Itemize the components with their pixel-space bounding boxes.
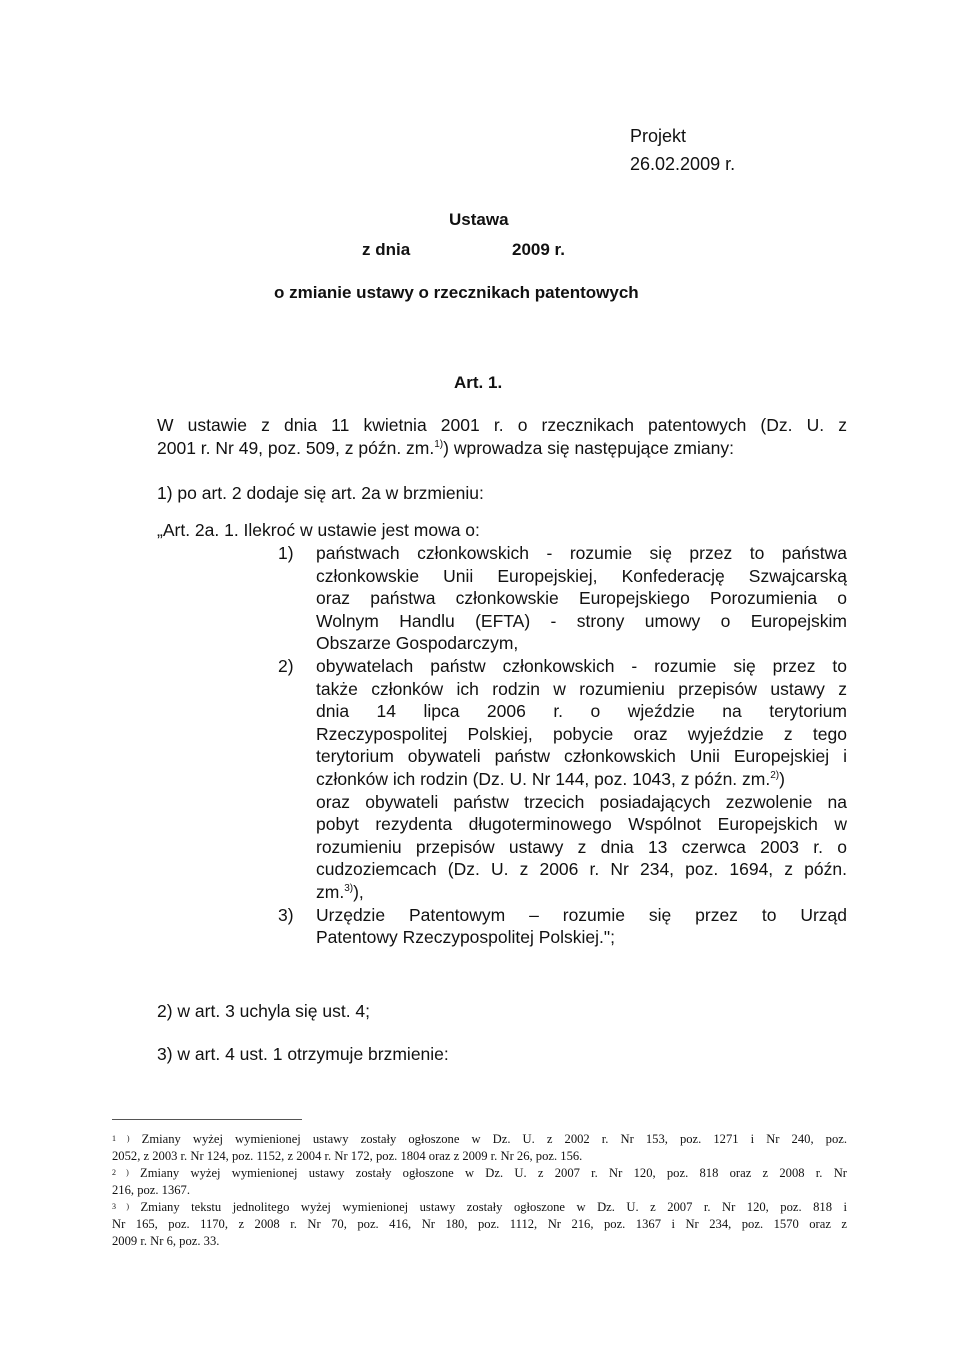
item-line-with-footnote <box>316 881 847 904</box>
project-stamp <box>630 122 735 178</box>
definition-item <box>278 655 847 904</box>
footnote-1-line-2: 2052, z 2003 r. Nr 124, poz. 1152, z 2004 r. Nr 172, poz. 1804 oraz z 2009 r. Nr 26, poz. 156. <box>112 1149 583 1163</box>
amendment-point-1: 1) po art. 2 dodaje się art. 2a w brzmieniu: <box>157 483 484 503</box>
amendment-point-3: 3) w art. 4 ust. 1 otrzymuje brzmienie: <box>157 1044 449 1064</box>
definitions-list <box>278 542 847 949</box>
footnote-3-line-1 <box>112 1199 847 1216</box>
item-line: dnia 14 lipca 2006 r. o wjeździe na terytorium <box>316 701 847 722</box>
intro-line-2-text: 2001 r. Nr 49, poz. 509, z późn. zm. <box>157 438 435 458</box>
item-number: 2) <box>278 655 294 676</box>
footnote-3-line-2: Nr 165, poz. 1170, z 2008 r. Nr 70, poz. 416, Nr 180, poz. 1112, Nr 216, poz. 1367 i Nr 234, poz. 1570 oraz z <box>112 1217 847 1231</box>
item-line: terytorium obywateli państw członkowskich Unii Europejskiej i <box>316 746 847 767</box>
intro-line-2-tail: ) wprowadza się następujące zmiany: <box>443 438 734 458</box>
item-line-tail: ) <box>779 768 785 789</box>
article-2a-lead: „Art. 2a. 1. Ilekroć w ustawie jest mowa o: <box>157 520 480 540</box>
item-line-with-footnote <box>316 768 847 791</box>
footnote-divider <box>112 1119 302 1120</box>
item-line: także członków ich rodzin w rozumieniu przepisów ustawy z <box>316 678 847 699</box>
definition-item <box>278 904 847 949</box>
article-heading: Art. 1. <box>454 373 503 392</box>
intro-line-2 <box>157 437 734 460</box>
project-label: Projekt <box>630 126 687 146</box>
item-line: Rzeczypospolitej Polskiej, pobycie oraz wyjeździe z tego <box>316 723 847 744</box>
item-text <box>316 904 847 949</box>
item-text <box>316 655 847 904</box>
item-line: członków ich rodzin (Dz. U. Nr 144, poz. 1043, z późn. zm. <box>316 768 771 789</box>
amendment-point-2: 2) w art. 3 uchyla się ust. 4; <box>157 1001 371 1021</box>
act-date-year: 2009 r. <box>512 240 565 259</box>
intro-line-1: W ustawie z dnia 11 kwietnia 2001 r. o rzecznikach patentowych (Dz. U. z <box>157 415 847 435</box>
footnote-marker: 3 ) <box>112 1202 129 1211</box>
item-line: państwach członkowskich - rozumie się przez to państwa <box>316 543 847 563</box>
item-line: Patentowy Rzeczypospolitej Polskiej."; <box>316 927 615 948</box>
item-line: rozumieniu przepisów ustawy z dnia 13 czerwca 2003 r. o <box>316 836 847 857</box>
footnote-1-line-1 <box>112 1131 847 1148</box>
footnote-marker: 2 ) <box>112 1168 129 1177</box>
project-date: 26.02.2009 r. <box>630 154 736 174</box>
footnote-2-line-1 <box>112 1165 847 1182</box>
act-subject: o zmianie ustawy o rzecznikach patentowych <box>274 283 639 302</box>
footnote-text: Zmiany tekstu jednolitego wyżej wymienionej ustawy zostały ogłoszone w Dz. U. z 2007 r. Nr 120, poz. 818 i <box>140 1200 847 1214</box>
footnote-3-line-3: 2009 r. Nr 6, poz. 33. <box>112 1234 220 1248</box>
item-line: cudzoziemcach (Dz. U. z 2006 r. Nr 234, poz. 1694, z późn. <box>316 859 847 880</box>
footnote-2-line-2: 216, poz. 1367. <box>112 1183 191 1197</box>
item-number: 3) <box>278 904 294 925</box>
act-title: Ustawa <box>449 210 509 229</box>
act-date-prefix: z dnia <box>362 240 411 259</box>
item-number: 1) <box>278 543 294 563</box>
item-line: Obszarze Gospodarczym, <box>316 633 519 654</box>
item-line: zm. <box>316 881 345 902</box>
item-line-tail: ), <box>353 881 364 902</box>
item-line: oraz państwa członkowskie Europejskiego Porozumienia o <box>316 588 847 609</box>
item-line: pobyt rezydenta długoterminowego Wspólnot Europejskich w <box>316 814 847 835</box>
item-line: oraz obywateli państw trzecich posiadających zezwolenie na <box>316 791 847 812</box>
item-line: Urzędzie Patentowym – rozumie się przez to Urząd <box>316 904 847 925</box>
footnote-text: Zmiany wyżej wymienionej ustawy zostały ogłoszone w Dz. U. z 2007 r. Nr 120, poz. 818 oraz z 2008 r. Nr <box>140 1166 847 1180</box>
definition-item <box>278 542 847 655</box>
footnote-ref-3: 3) <box>344 882 354 894</box>
item-line: Wolnym Handlu (EFTA) - strony umowy o Europejskim <box>316 610 847 631</box>
footnotes <box>112 1131 847 1250</box>
footnote-text: Zmiany wyżej wymienionej ustawy zostały ogłoszone w Dz. U. z 2002 r. Nr 153, poz. 1271 i Nr 240, poz. <box>141 1132 847 1146</box>
item-line: członkowskie Unii Europejskiej, Konfederację Szwajcarską <box>316 565 847 586</box>
item-line: obywatelach państw członkowskich - rozumie się przez to <box>316 655 847 676</box>
footnote-ref-2: 2) <box>770 769 780 781</box>
footnote-ref-1: 1) <box>434 439 444 450</box>
footnote-marker: 1 ) <box>112 1134 130 1143</box>
item-text <box>316 542 847 655</box>
